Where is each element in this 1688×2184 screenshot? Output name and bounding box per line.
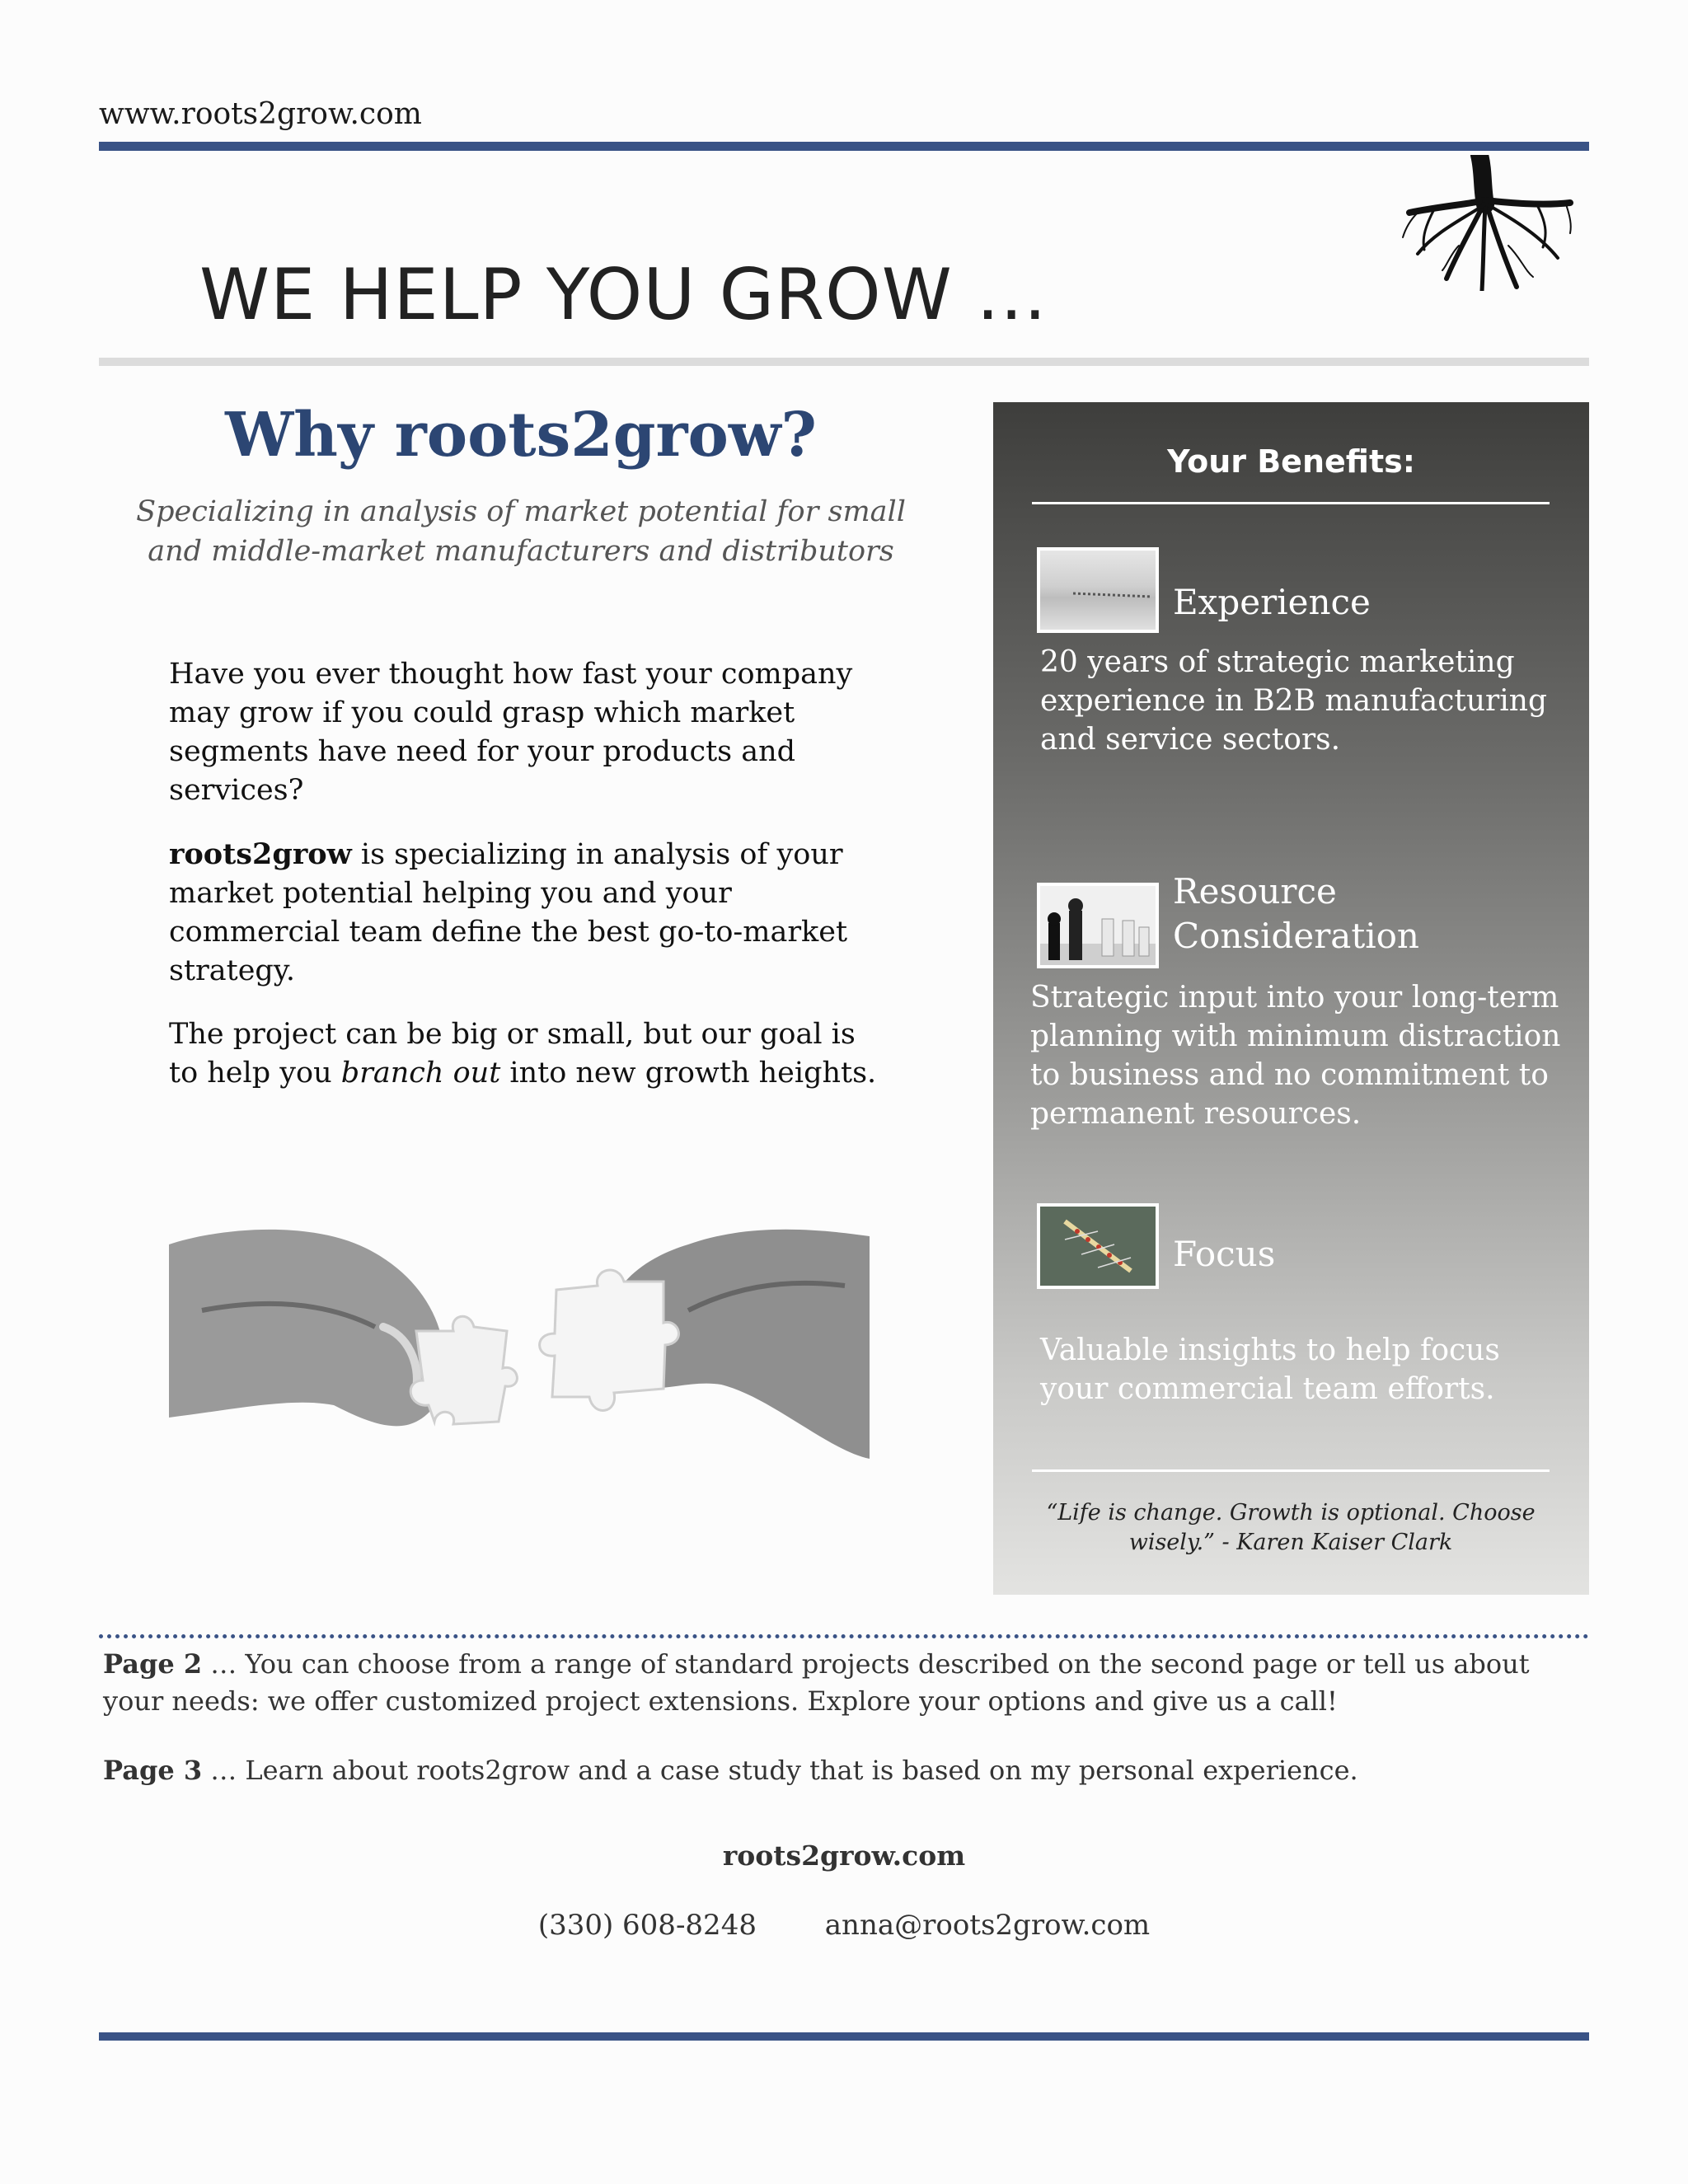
goal-emphasis: branch out: [340, 1057, 501, 1090]
page-title: WE HELP YOU GROW …: [199, 254, 1048, 336]
benefits-top-divider: [1032, 502, 1550, 504]
page-2-text: … You can choose from a range of standard projects described on the second page or tell us about your needs: we offer customized project extensions. Explore your options and give us a call!: [103, 1648, 1530, 1717]
puzzle-hands-icon: [169, 1212, 870, 1508]
tree-roots-icon: [1401, 155, 1574, 291]
benefits-bottom-divider: [1032, 1469, 1550, 1472]
bottom-divider: [99, 2032, 1589, 2041]
top-divider: [99, 142, 1589, 151]
section-subtitle: Specializing in analysis of market potential for small and middle-market manufacturers and distributors: [136, 495, 906, 568]
page-2-label: Page 2: [103, 1648, 203, 1680]
beach-photo-icon: [1037, 547, 1159, 633]
email-link[interactable]: anna@roots2grow.com: [824, 1909, 1151, 1942]
section-heading: Why roots2grow?: [225, 400, 817, 471]
benefit-text-resource: Strategic input into your long-term planning with minimum distraction to business and no commitment to permanent resources.: [1030, 981, 1561, 1131]
phone-number[interactable]: (330) 608-8248: [537, 1909, 757, 1942]
quote: “Life is change. Growth is optional. Choose wisely.” - Karen Kaiser Clark: [1046, 1500, 1536, 1555]
brand-paragraph-text: is specializing in analysis of your market potential helping you and your commercial team define the best go-to-market strategy.: [169, 838, 848, 987]
goal-text-start: The project can be big or small, but our goal is to help you: [169, 1018, 856, 1090]
brand-paragraph: [169, 835, 878, 991]
page-3-text: … Learn about roots2grow and a case study that is based on my personal experience.: [202, 1755, 1358, 1786]
footer-contact: [0, 1909, 1688, 1942]
page-3-note: [103, 1752, 1587, 1789]
benefit-title-resource: [1173, 869, 1419, 958]
benefit-title-focus: Focus: [1173, 1234, 1276, 1274]
benefit-title-resource-line1: Resource: [1173, 871, 1337, 912]
footer-site-link[interactable]: roots2grow.com: [722, 1840, 966, 1872]
benefit-title-experience: Experience: [1173, 582, 1371, 622]
rowing-boat-icon: [1040, 1207, 1156, 1286]
fence-line-icon: [1040, 551, 1156, 630]
intro-paragraph: Have you ever thought how fast your company may grow if you could grasp which market segments have need for your products and services?: [169, 658, 853, 807]
benefit-text-focus: Valuable insights to help focus your commercial team efforts.: [1040, 1333, 1500, 1406]
page-3-label: Page 3: [103, 1755, 203, 1786]
benefits-heading: Your Benefits:: [1167, 443, 1415, 480]
page-2-note: [103, 1646, 1587, 1720]
chess-photo-icon: [1037, 883, 1159, 968]
brand-name: roots2grow: [169, 837, 352, 871]
title-divider: [99, 358, 1589, 366]
body-text: [169, 655, 878, 1118]
benefit-text-experience: 20 years of strategic marketing experience in B2B manufacturing and service sectors.: [1040, 645, 1548, 757]
goal-paragraph: [169, 1015, 878, 1093]
site-url[interactable]: www.roots2grow.com: [99, 97, 422, 131]
rowing-photo-icon: [1037, 1203, 1159, 1289]
dotted-divider: [99, 1634, 1589, 1638]
goal-text-end: into new growth heights.: [500, 1057, 877, 1090]
benefit-title-resource-line2: Consideration: [1173, 916, 1419, 956]
chess-pieces-icon: [1040, 886, 1156, 965]
